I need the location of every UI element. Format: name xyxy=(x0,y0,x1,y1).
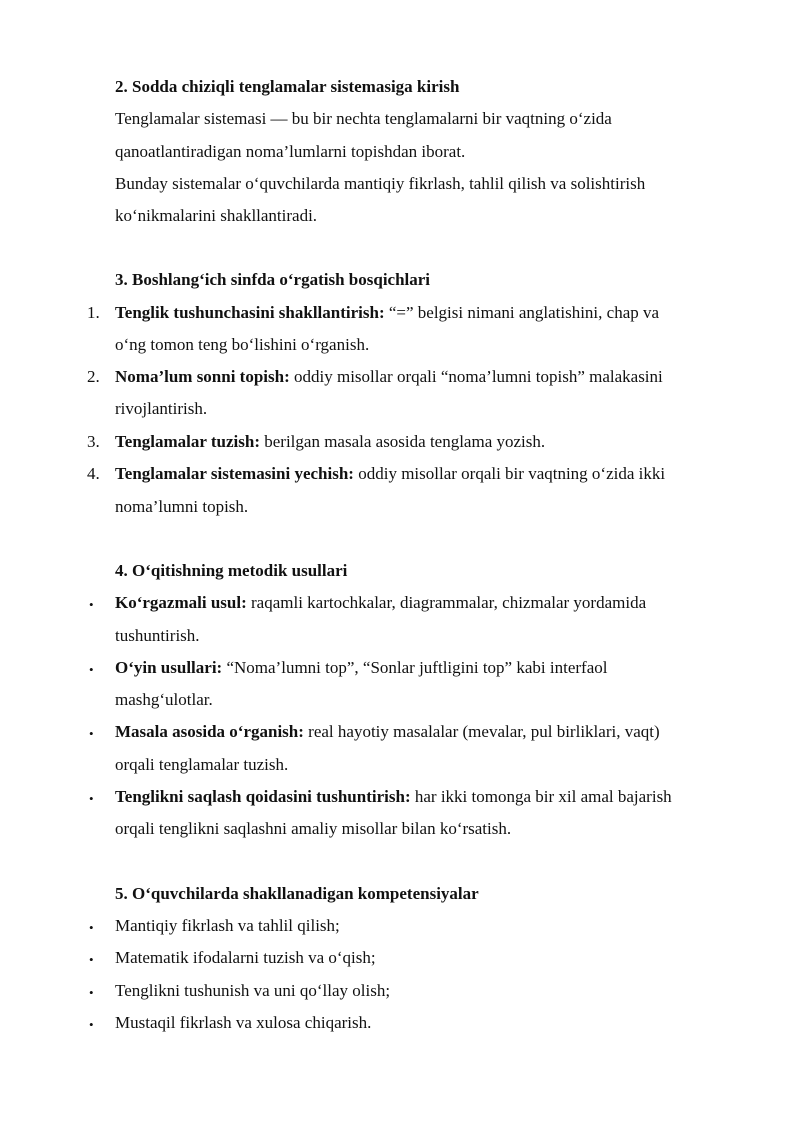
list-item-text: “Noma’lumni top”, “Sonlar juftligini top” kabi interfaol xyxy=(222,658,608,677)
list-item-text: oddiy misollar orqali “noma’lumni topish” malakasini xyxy=(289,367,663,386)
list-item-term: O‘yin usullari: xyxy=(115,658,223,677)
list-item xyxy=(115,722,660,742)
list-item-text: berilgan masala asosida tenglama yozish. xyxy=(260,432,546,451)
list-item: Matematik ifodalarni tuzish va o‘qish; xyxy=(115,948,376,967)
section-2-line: qanoatlantiradigan noma’lumlarni topishdan iborat. xyxy=(115,142,466,161)
list-item: Mantiqiy fikrlash va tahlil qilish; xyxy=(115,916,340,935)
list-item-term: Tenglamalar sistemasini yechish: xyxy=(115,464,354,483)
list-number: 4. xyxy=(87,464,100,483)
section-2-line: ko‘nikmalarini shakllantiradi. xyxy=(115,206,318,225)
list-item-term: Tenglikni saqlash qoidasini tushuntirish: xyxy=(115,787,411,806)
list-item-continuation: orqali tenglamalar tuzish. xyxy=(115,755,289,774)
list-item xyxy=(115,593,646,613)
list-item-continuation: orqali tenglikni saqlashni amaliy misollar bilan ko‘rsatish. xyxy=(115,819,512,838)
bullet-marker: • xyxy=(89,597,94,612)
list-item-continuation: mashg‘ulotlar. xyxy=(115,690,213,709)
list-number: 1. xyxy=(87,303,100,322)
list-item xyxy=(115,787,672,807)
bullet-marker: • xyxy=(89,1017,94,1032)
list-item-continuation: o‘ng tomon teng bo‘lishini o‘rganish. xyxy=(115,335,370,354)
bullet-marker: • xyxy=(89,662,94,677)
list-item-text: “=” belgisi nimani anglatishini, chap va xyxy=(384,303,660,322)
list-item xyxy=(115,303,659,323)
section-2-heading: 2. Sodda chiziqli tenglamalar sistemasiga kirish xyxy=(115,77,460,96)
list-item xyxy=(115,367,663,387)
bullet-marker: • xyxy=(89,985,94,1000)
list-item-text: raqamli kartochkalar, diagrammalar, chizmalar yordamida xyxy=(246,593,647,612)
list-item-term: Tenglik tushunchasini shakllantirish: xyxy=(115,303,385,322)
list-item-term: Ko‘rgazmali usul: xyxy=(115,593,247,612)
section-2-line: Tenglamalar sistemasi — bu bir nechta tenglamalarni bir vaqtning o‘zida xyxy=(115,109,612,128)
list-item-continuation: noma’lumni topish. xyxy=(115,497,249,516)
section-4-heading: 4. O‘qitishning metodik usullari xyxy=(115,561,348,580)
list-item-continuation: rivojlantirish. xyxy=(115,399,208,418)
section-3-heading: 3. Boshlang‘ich sinfda o‘rgatish bosqichlari xyxy=(115,270,431,289)
section-2-line: Bunday sistemalar o‘quvchilarda mantiqiy fikrlash, tahlil qilish va solishtirish xyxy=(115,174,646,193)
list-number: 2. xyxy=(87,367,100,386)
list-item-term: Masala asosida o‘rganish: xyxy=(115,722,304,741)
list-item-text: oddiy misollar orqali bir vaqtning o‘zida ikki xyxy=(353,464,666,483)
list-item: Tenglikni tushunish va uni qo‘llay olish; xyxy=(115,981,391,1000)
list-item xyxy=(115,432,545,452)
bullet-marker: • xyxy=(89,726,94,741)
section-5-heading: 5. O‘quvchilarda shakllanadigan kompetensiyalar xyxy=(115,884,479,903)
list-item xyxy=(115,464,665,484)
bullet-marker: • xyxy=(89,791,94,806)
list-item xyxy=(115,658,607,678)
list-item-text: real hayotiy masalalar (mevalar, pul birliklari, vaqt) xyxy=(303,722,660,741)
list-number: 3. xyxy=(87,432,100,451)
bullet-marker: • xyxy=(89,952,94,967)
bullet-marker: • xyxy=(89,920,94,935)
list-item-continuation: tushuntirish. xyxy=(115,626,200,645)
list-item-term: Tenglamalar tuzish: xyxy=(115,432,260,451)
list-item: Mustaqil fikrlash va xulosa chiqarish. xyxy=(115,1013,372,1032)
list-item-term: Noma’lum sonni topish: xyxy=(115,367,290,386)
list-item-text: har ikki tomonga bir xil amal bajarish xyxy=(410,787,672,806)
